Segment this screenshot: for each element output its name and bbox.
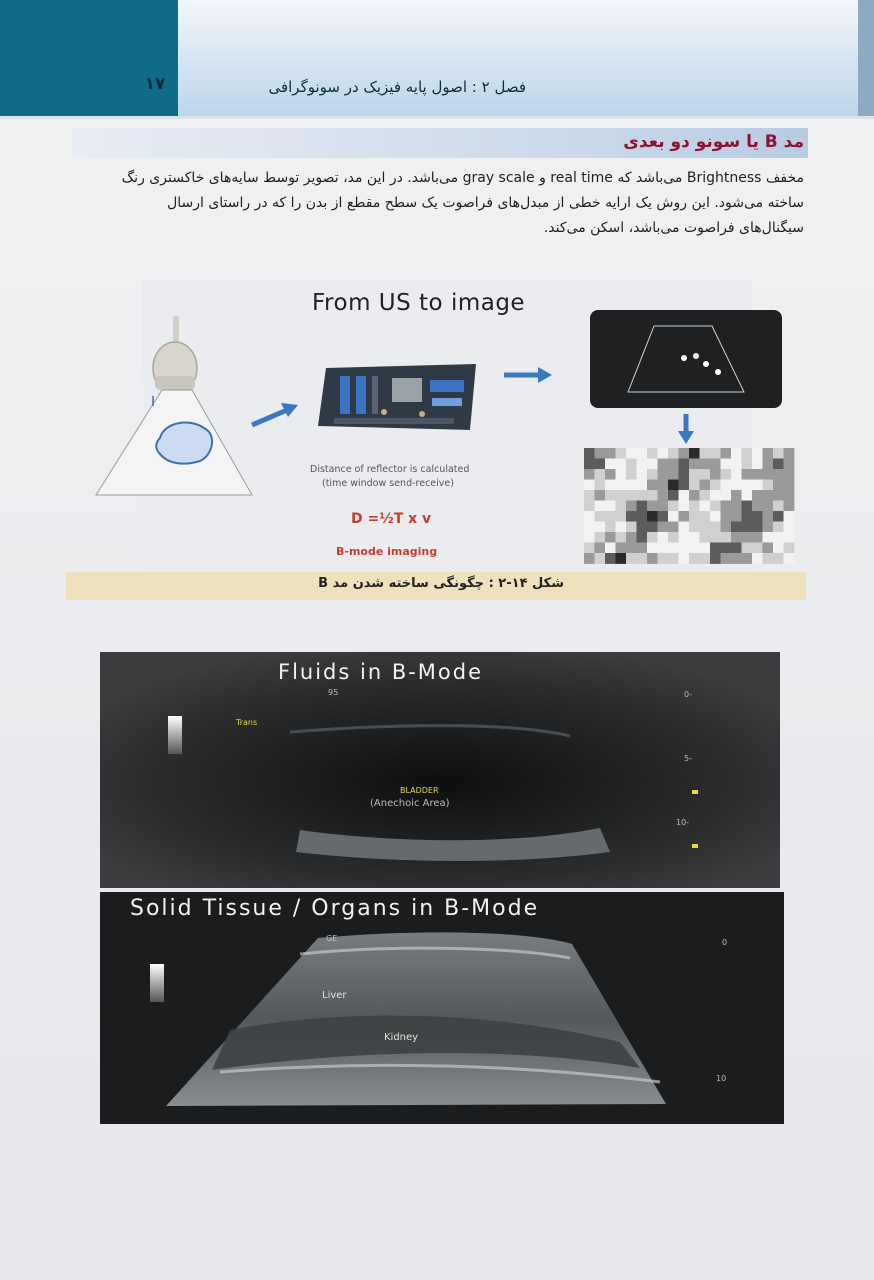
pixel-cell — [731, 480, 742, 491]
pixel-cell — [584, 543, 595, 554]
pixel-cell — [616, 501, 627, 512]
pixel-cell — [773, 480, 784, 491]
motherboard-icon — [318, 364, 476, 430]
solid-tissue-scan-graphic — [100, 892, 784, 1124]
pixel-cell — [721, 448, 732, 459]
pixel-cell — [584, 532, 595, 543]
pixel-cell — [721, 490, 732, 501]
pixel-cell — [679, 448, 690, 459]
pixel-cell — [689, 532, 700, 543]
pixel-cell — [626, 511, 637, 522]
pixel-cell — [658, 490, 669, 501]
pixel-cell — [637, 490, 648, 501]
pixel-cell — [616, 532, 627, 543]
pixel-cell — [584, 480, 595, 491]
paragraph-line-2: ساخته می‌شود. این روش یک ارایه خطی از مبدل‌های فراصوت یک سطح مقطع از بدن را که در راستای ارسال — [167, 195, 804, 211]
pixel-cell — [605, 522, 616, 533]
pixel-cell — [616, 448, 627, 459]
pixel-cell — [689, 448, 700, 459]
pixel-cell — [700, 490, 711, 501]
pixel-cell — [721, 553, 732, 564]
pixel-cell — [784, 490, 795, 501]
pixel-cell — [595, 522, 606, 533]
depth-5-label: 5- — [684, 754, 692, 763]
pixel-cell — [605, 501, 616, 512]
pixel-cell — [668, 511, 679, 522]
pixel-cell — [784, 501, 795, 512]
pixel-cell — [773, 553, 784, 564]
pixel-cell — [616, 522, 627, 533]
pixel-cell — [605, 490, 616, 501]
pixel-cell — [742, 480, 753, 491]
fluids-scan-graphic — [100, 652, 780, 888]
us-to-image-figure — [72, 280, 808, 580]
pixel-cell — [731, 501, 742, 512]
pixel-cell — [710, 543, 721, 554]
pixel-cell — [616, 553, 627, 564]
pixel-cell — [605, 511, 616, 522]
solid-depth-10-label: 10 — [716, 1074, 727, 1083]
pixel-cell — [658, 480, 669, 491]
pixel-cell — [584, 448, 595, 459]
pixel-cell — [595, 543, 606, 554]
pixel-cell — [679, 480, 690, 491]
pixel-cell — [710, 501, 721, 512]
pixel-cell — [710, 522, 721, 533]
pixel-cell — [658, 532, 669, 543]
pixel-cell — [658, 522, 669, 533]
page-number: ۱۷ — [144, 74, 166, 94]
pixel-cell — [763, 490, 774, 501]
pixel-cell — [752, 532, 763, 543]
pixel-cell — [668, 490, 679, 501]
pixel-cell — [637, 469, 648, 480]
pixel-cell — [605, 543, 616, 554]
fluids-bmode-image — [100, 652, 780, 888]
header-edge — [858, 0, 874, 116]
pixel-cell — [784, 543, 795, 554]
paragraph-line-3: سیگنال‌های فراصوت می‌باشد، اسکن می‌کند. — [543, 220, 804, 236]
solid-depth-0-label: 0 — [722, 938, 728, 947]
pixel-cell — [668, 522, 679, 533]
pixel-cell — [742, 543, 753, 554]
pixel-cell — [763, 522, 774, 533]
pixel-cell — [595, 448, 606, 459]
pixel-cell — [626, 469, 637, 480]
pixel-cell — [731, 522, 742, 533]
pixel-cell — [784, 459, 795, 470]
liver-label: Liver — [322, 990, 347, 1001]
pixel-cell — [637, 480, 648, 491]
pixel-cell — [595, 532, 606, 543]
pixel-cell — [731, 553, 742, 564]
pixel-cell — [689, 459, 700, 470]
pixel-cell — [658, 553, 669, 564]
pixel-cell — [626, 459, 637, 470]
pixel-cell — [658, 511, 669, 522]
pixel-grid-image — [584, 448, 794, 564]
pixel-cell — [584, 501, 595, 512]
pixel-cell — [752, 459, 763, 470]
pixel-cell — [710, 490, 721, 501]
pixel-cell — [679, 501, 690, 512]
pixel-cell — [710, 553, 721, 564]
pixel-cell — [689, 522, 700, 533]
pixel-cell — [637, 522, 648, 533]
pixel-cell — [679, 469, 690, 480]
pixel-cell — [763, 532, 774, 543]
pixel-cell — [626, 480, 637, 491]
pixel-cell — [752, 543, 763, 554]
section-title: مد B یا سونو دو بعدی — [623, 132, 804, 152]
pixel-cell — [595, 490, 606, 501]
pixel-cell — [721, 480, 732, 491]
pixel-cell — [721, 522, 732, 533]
pixel-cell — [595, 553, 606, 564]
pixel-cell — [584, 522, 595, 533]
pixel-cell — [689, 469, 700, 480]
pixel-cell — [731, 511, 742, 522]
pixel-cell — [784, 448, 795, 459]
solid-tissue-title: Solid Tissue / Organs in B-Mode — [130, 896, 540, 921]
pixel-cell — [647, 469, 658, 480]
pixel-cell — [710, 448, 721, 459]
pixel-cell — [742, 511, 753, 522]
solid-top-label: GE — [326, 934, 338, 943]
pixel-cell — [668, 501, 679, 512]
pixel-cell — [616, 469, 627, 480]
kidney-label: Kidney — [384, 1032, 419, 1043]
pixel-cell — [605, 532, 616, 543]
pixel-cell — [742, 501, 753, 512]
pixel-cell — [626, 501, 637, 512]
pixel-cell — [647, 459, 658, 470]
pixel-cell — [784, 532, 795, 543]
pixel-cell — [647, 553, 658, 564]
pixel-cell — [784, 522, 795, 533]
pixel-cell — [689, 490, 700, 501]
figure-title: From US to image — [312, 290, 526, 316]
pixel-cell — [731, 532, 742, 543]
pixel-cell — [752, 553, 763, 564]
pixel-cell — [605, 459, 616, 470]
pixel-cell — [700, 448, 711, 459]
pixel-cell — [616, 543, 627, 554]
pixel-cell — [742, 448, 753, 459]
figure-note-2: (time window send-receive) — [322, 478, 454, 489]
pixel-cell — [773, 469, 784, 480]
pixel-cell — [658, 543, 669, 554]
pixel-cell — [626, 490, 637, 501]
pixel-cell — [637, 532, 648, 543]
pixel-cell — [763, 543, 774, 554]
pixel-cell — [679, 553, 690, 564]
pixel-cell — [752, 522, 763, 533]
target-outline — [156, 423, 212, 464]
pixel-cell — [721, 532, 732, 543]
solid-tissue-bmode-image — [100, 892, 784, 1124]
pixel-cell — [595, 459, 606, 470]
pixel-cell — [710, 469, 721, 480]
pixel-cell — [637, 553, 648, 564]
pixel-cell — [626, 522, 637, 533]
pixel-cell — [668, 448, 679, 459]
pixel-cell — [637, 459, 648, 470]
pixel-cell — [647, 522, 658, 533]
pixel-cell — [679, 522, 690, 533]
pixel-cell — [763, 480, 774, 491]
pixel-cell — [773, 532, 784, 543]
pixel-cell — [647, 490, 658, 501]
pixel-cell — [605, 469, 616, 480]
pixel-cell — [658, 448, 669, 459]
bmode-label: B-mode imaging — [336, 545, 438, 558]
pixel-cell — [584, 459, 595, 470]
pixel-cell — [773, 490, 784, 501]
pixel-cell — [584, 511, 595, 522]
pixel-cell — [721, 459, 732, 470]
pixel-cell — [668, 480, 679, 491]
pixel-cell — [647, 480, 658, 491]
pixel-cell — [700, 501, 711, 512]
pixel-cell — [595, 501, 606, 512]
pixel-cell — [658, 459, 669, 470]
pixel-cell — [721, 543, 732, 554]
pixel-cell — [658, 469, 669, 480]
chapter-title: فصل ۲ : اصول پایه فیزیک در سونوگرافی — [268, 78, 526, 96]
pixel-cell — [773, 522, 784, 533]
pixel-cell — [679, 543, 690, 554]
pixel-cell — [595, 480, 606, 491]
pixel-cell — [616, 459, 627, 470]
pixel-cell — [584, 490, 595, 501]
pixel-cell — [616, 511, 627, 522]
pixel-cell — [700, 469, 711, 480]
pixel-cell — [784, 469, 795, 480]
pixel-cell — [731, 490, 742, 501]
pixel-cell — [731, 448, 742, 459]
anechoic-label: (Anechoic Area) — [370, 798, 450, 809]
fluids-title: Fluids in B-Mode — [278, 660, 484, 684]
pixel-cell — [689, 543, 700, 554]
monitor-screen — [590, 310, 782, 408]
depth-0-label: 0- — [684, 690, 692, 699]
pixel-cell — [742, 469, 753, 480]
pixel-cell — [679, 532, 690, 543]
depth-10-label: 10- — [676, 818, 690, 827]
pixel-cell — [700, 522, 711, 533]
pixel-cell — [721, 501, 732, 512]
pixel-cell — [689, 501, 700, 512]
pixel-cell — [584, 553, 595, 564]
pixel-cell — [605, 553, 616, 564]
pixel-cell — [700, 511, 711, 522]
pixel-cell — [668, 543, 679, 554]
pixel-cell — [647, 501, 658, 512]
pixel-cell — [626, 448, 637, 459]
pixel-cell — [637, 448, 648, 459]
header-teal-block — [0, 0, 178, 116]
pixel-cell — [637, 511, 648, 522]
pixel-cell — [773, 448, 784, 459]
pixel-cell — [773, 543, 784, 554]
pixel-cell — [784, 480, 795, 491]
pixel-cell — [616, 490, 627, 501]
pixel-cell — [752, 448, 763, 459]
pixel-cell — [763, 459, 774, 470]
pixel-cell — [626, 553, 637, 564]
pixel-cell — [763, 553, 774, 564]
pixel-cell — [626, 543, 637, 554]
pixel-cell — [595, 511, 606, 522]
pixel-cell — [742, 490, 753, 501]
pixel-cell — [689, 511, 700, 522]
pixel-cell — [668, 532, 679, 543]
pixel-cell — [637, 501, 648, 512]
pixel-cell — [731, 459, 742, 470]
pixel-cell — [668, 459, 679, 470]
pixel-cell — [784, 553, 795, 564]
pixel-cell — [731, 469, 742, 480]
bladder-label: BLADDER — [400, 786, 439, 795]
pixel-cell — [742, 522, 753, 533]
pixel-cell — [584, 469, 595, 480]
pixel-cell — [773, 459, 784, 470]
pixel-cell — [763, 448, 774, 459]
distance-formula: D =½T x v — [351, 511, 432, 527]
pixel-cell — [647, 532, 658, 543]
pixel-cell — [752, 490, 763, 501]
pixel-cell — [773, 511, 784, 522]
pixel-cell — [595, 469, 606, 480]
pixel-cell — [626, 532, 637, 543]
pixel-cell — [668, 553, 679, 564]
pixel-cell — [710, 532, 721, 543]
pixel-cell — [763, 469, 774, 480]
pixel-cell — [605, 480, 616, 491]
pixel-cell — [700, 553, 711, 564]
pixel-cell — [679, 511, 690, 522]
pixel-cell — [647, 543, 658, 554]
header-band — [178, 0, 872, 116]
pixel-cell — [752, 469, 763, 480]
pixel-cell — [605, 448, 616, 459]
pixel-cell — [700, 480, 711, 491]
pixel-cell — [773, 501, 784, 512]
paragraph-line-1: مخفف Brightness می‌باشد که real time و gray scale می‌باشد. در این مد، تصویر توسط سایه‌های خاکستری رنگ — [121, 170, 804, 186]
pixel-cell — [752, 501, 763, 512]
fluids-top-label: 95 — [328, 688, 339, 697]
pixel-cell — [784, 511, 795, 522]
pixel-cell — [710, 459, 721, 470]
pixel-cell — [742, 553, 753, 564]
pixel-cell — [710, 511, 721, 522]
pixel-cell — [647, 511, 658, 522]
pixel-cell — [731, 543, 742, 554]
pixel-cell — [700, 459, 711, 470]
header-divider — [0, 116, 874, 119]
pixel-cell — [616, 480, 627, 491]
figure-caption: شکل ۱۴-۲ : چگونگی ساخته شدن مد B — [318, 576, 564, 591]
pixel-cell — [742, 532, 753, 543]
pixel-cell — [763, 501, 774, 512]
pixel-cell — [689, 553, 700, 564]
pixel-cell — [689, 480, 700, 491]
trans-label: Trans — [236, 718, 258, 727]
pixel-cell — [752, 480, 763, 491]
pixel-cell — [647, 448, 658, 459]
figure-note-1: Distance of reflector is calculated — [310, 464, 470, 475]
pixel-cell — [710, 480, 721, 491]
section-paragraph — [68, 166, 804, 241]
pixel-cell — [721, 511, 732, 522]
pixel-cell — [742, 459, 753, 470]
pixel-cell — [668, 469, 679, 480]
pixel-cell — [721, 469, 732, 480]
pixel-cell — [763, 511, 774, 522]
pixel-cell — [700, 532, 711, 543]
pixel-cell — [658, 501, 669, 512]
pixel-cell — [752, 511, 763, 522]
pixel-cell — [679, 459, 690, 470]
pixel-cell — [679, 490, 690, 501]
pixel-cell — [637, 543, 648, 554]
pixel-cell — [700, 543, 711, 554]
